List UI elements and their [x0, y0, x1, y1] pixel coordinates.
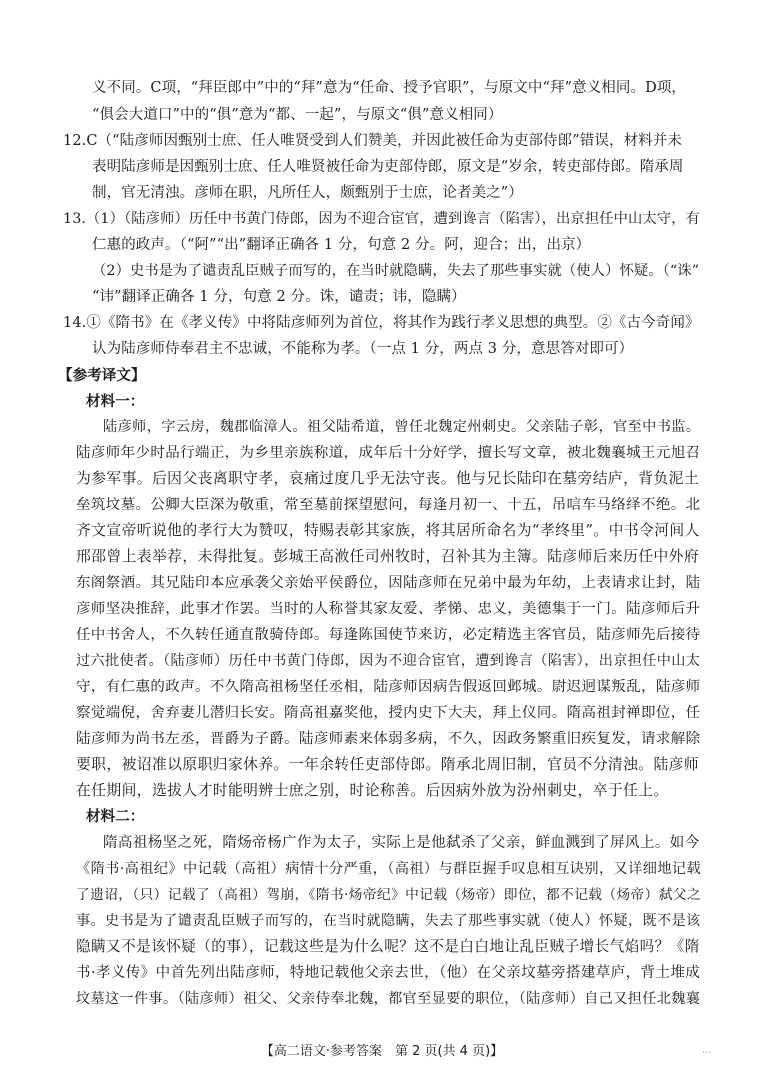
answer-text-line: “讳”翻译正确各 1 分，句意 2 分。诛，谴责；讳，隐瞒）	[92, 289, 466, 305]
translation-line: 隋高祖杨坚之死，隋炀帝杨广作为太子，实际上是他弑杀了父亲，鲜血溅到了屏风上。如今	[103, 835, 700, 851]
translation-line: 《隋书·高祖纪》中记载（高祖）病情十分严重，（高祖）与群臣握手叹息相互诀别，又详细地记载	[76, 861, 702, 877]
translation-line: 彦师坚决推辞，此事才作罢。当时的人称誉其家友爱、孝悌、忠义，美德集于一门。陆彦师后升	[76, 601, 701, 617]
translation-line: 在任期间，选拔人才时能明辨士庶之别，时论称善。后因病外放为汾州刺史，卒于任上。	[76, 782, 669, 799]
translation-line: 守，有仁惠的政声。不久隋高祖杨坚任丞相，陆彦师因病告假返回邺城。尉迟迥谋叛乱，陆彦师	[76, 679, 701, 695]
translation-line: 陆彦师为尚书左丞，晋爵为子爵。陆彦师素来体弱多病，不久，因政务繁重旧疾复发，请求解除	[76, 731, 701, 747]
answer-text-line: （2）史书是为了谴责乱臣贼子而写的，在当时就隐瞒，失去了那些事实就（使人）怀疑。（“诛”	[92, 263, 700, 279]
translation-line: 邢邵曾上表举荐，未得批复。彭城王高浟任司州牧时，召补其为主簿。陆彦师后来历任中外府	[76, 548, 700, 565]
corner-mark: ...	[702, 1045, 712, 1056]
answer-text-line: 制，官无清浊。彦师在职，凡所任人，颇甄别于士庶，论者美之”）	[92, 185, 523, 201]
translation-line: 坟墓这一件事。（陆彦师）祖父、父亲侍奉北魏，都官至显要的职位，（陆彦师）自己又担任北魏襄	[76, 991, 701, 1007]
translation-line: 要职，被诏准以原职归家休养。一年余转任吏部侍郎。隋承北周旧制，官员不分清浊。陆彦师	[76, 756, 700, 773]
translation-heading: 【参考译文】	[58, 367, 146, 384]
material-two-title: 材料二：	[86, 808, 145, 825]
translation-line: 过六批使者。（陆彦师）历任中书黄门侍郎，因为不迎合宦官，遭到谗言（陷害），出京担任中山太	[76, 653, 701, 669]
translation-line: 陆彦师年少时品行端正，为乡里亲族称道，成年后十分好学，擅长写文章，被北魏襄城王元旭召	[76, 445, 701, 461]
translation-line: 齐文宣帝听说他的孝行大为赞叹，特赐表彰其家族，将其居所命名为“孝终里”。中书令河间人	[76, 522, 700, 539]
answer-text-line: 义不同。C项，“拜臣郎中”中的“拜”意为“任命、授予官职”，与原文中“拜”意义相同。D项，	[92, 80, 687, 96]
answer-14: 14.①《隋书》在《孝义传》中将陆彦师列为首位，将其作为践行孝义思想的典型。②《古今奇闻》	[63, 315, 700, 331]
translation-line: 任中书舍人，不久转任通直散骑侍郎。每逢陈国使节来访，必定精选主客官员，陆彦师先后接待	[76, 627, 701, 643]
answer-text-line: 表明陆彦师是因甄别士庶、任人唯贤被任命为吏部侍郎，原文是“岁余，转吏部侍郎。隋承周	[92, 159, 684, 175]
page-footer: 【高二语文·参考答案 第 2 页(共 4 页)】	[260, 1044, 504, 1059]
answer-13: 13.（1）（陆彦师）历任中书黄门侍郎，因为不迎合宦官，遭到谗言（陷害），出京担任中山太守，有	[63, 211, 700, 227]
translation-line: 隐瞒又不是该怀疑（的事），记载这些是为什么呢？这不是白白地让乱臣贼子增长气焰吗？《隋	[76, 938, 700, 955]
answer-text-line: 认为陆彦师侍奉君主不忠诚，不能称为孝。（一点 1 分，两点 3 分，意思答对即可）	[92, 341, 634, 357]
translation-line: 为参军事。后因父丧离职守孝，哀痛过度几乎无法守丧。他与兄长陆印在墓旁结庐，背负泥土	[76, 470, 700, 487]
answer-text-line: “俱会大道口”中的“俱”意为“都、一起”，与原文“俱”意义相同）	[92, 107, 503, 123]
translation-line: 垒筑坟墓。公卿大臣深为敬重，常至墓前探望慰问，每逢月初一、十五，吊唁车马络绎不绝。北	[76, 497, 701, 513]
answer-text-line: 仁惠的政声。（“阿”“出”翻译正确各 1 分，句意 2 分。阿，迎合；出，出京）	[92, 237, 591, 253]
answer-12: 12.C（“陆彦师因甄别士庶、任人唯贤受到人们赞美，并因此被任命为吏部侍郎”错误，材料并未	[63, 133, 682, 149]
translation-line: 察觉端倪，舍弃妻儿潜归长安。隋高祖嘉奖他，授内史下大夫，拜上仪同。隋高祖封禅即位，任	[76, 705, 701, 721]
material-one-title: 材料一：	[86, 393, 145, 410]
translation-line: 了遗诏，（只）记载了（高祖）驾崩，《隋书·炀帝纪》中记载（炀帝）即位，都不记载（炀帝）弑父之	[76, 887, 701, 903]
translation-line: 东阁祭酒。其兄陆印本应承袭父亲始平侯爵位，因陆彦师在兄弟中最为年幼，上表请求让封，陆	[76, 575, 701, 591]
translation-line: 书·孝义传》中首先列出陆彦师，特地记载他父亲去世，（他）在父亲坟墓旁搭建草庐，背土堆成	[76, 965, 701, 981]
translation-line: 陆彦师，字云房，魏郡临漳人。祖父陆希道，曾任北魏定州刺史。父亲陆子彰，官至中书监。	[103, 419, 701, 435]
translation-line: 事。史书是为了谴责乱臣贼子而写的，在当时就隐瞒，失去了那些事实就（使人）怀疑，既不是该	[76, 913, 701, 929]
